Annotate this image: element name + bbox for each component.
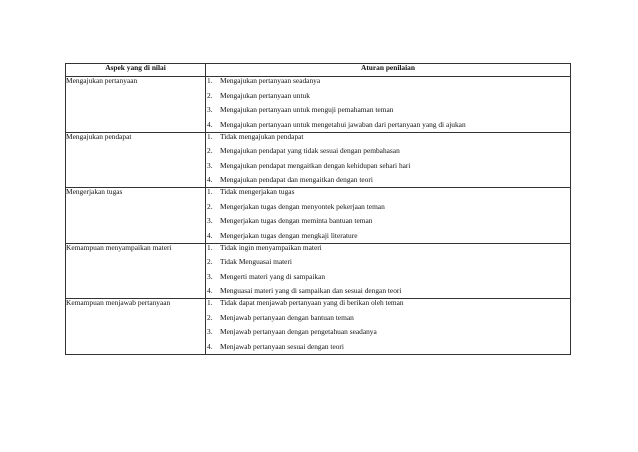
rule-text: Tidak ingin menyampaikan materi: [220, 242, 322, 252]
list-item: [206, 147, 570, 162]
list-item: [206, 217, 570, 232]
rule-text: Menjawab pertanyaan sesuai dengan teori: [220, 341, 344, 351]
rule-number: 3.: [207, 327, 213, 336]
list-item: [206, 328, 570, 343]
rule-number: 2.: [207, 146, 213, 155]
aspect-cell: Mengerjakan tugas: [66, 188, 206, 244]
rules-cell: [206, 299, 571, 355]
list-item: [206, 162, 570, 177]
rule-text: Menjawab pertanyaan dengan bantuan teman: [220, 312, 354, 322]
rule-number: 3.: [207, 105, 213, 114]
rules-list: [206, 77, 570, 132]
rule-text: Mengerjakan tugas dengan menyontek pekerjaan teman: [220, 201, 385, 211]
list-item: [206, 77, 570, 92]
rule-text: Mengerti materi yang di sampaikan: [220, 271, 326, 281]
list-item: [206, 203, 570, 218]
rule-text: Mengajukan pertanyaan untuk menguji pemahaman teman: [220, 105, 394, 114]
header-row: [66, 64, 571, 77]
aspect-cell: Mengajukan pertanyaan: [66, 77, 206, 133]
rule-number: 2.: [207, 257, 213, 266]
rules-cell: [206, 77, 571, 133]
rule-number: 1.: [207, 76, 213, 85]
table-row: [66, 77, 571, 133]
rules-cell: [206, 188, 571, 244]
rubric-body: [66, 77, 571, 355]
list-item: [206, 133, 570, 148]
rule-text: Mengajukan pertanyaan seadanya: [220, 76, 321, 85]
rule-text: Tidak mengajukan pendapat: [220, 131, 304, 141]
rule-text: Mengerjakan tugas dengan mengkaji literature: [220, 230, 358, 240]
rule-number: 1.: [207, 187, 213, 196]
list-item: [206, 244, 570, 259]
rule-number: 3.: [207, 216, 213, 225]
list-item: [206, 314, 570, 329]
list-item: [206, 343, 570, 354]
list-item: [206, 176, 570, 187]
rule-number: 4.: [207, 286, 213, 295]
list-item: [206, 258, 570, 273]
rule-text: Mengajukan pendapat dan mengaitkan dengan teori: [220, 175, 373, 184]
rule-text: Mengerjakan tugas dengan meminta bantuan teman: [220, 216, 373, 225]
rule-number: 2.: [207, 90, 213, 100]
rule-text: Menjawab pertanyaan dengan pengetahuan seadanya: [220, 327, 377, 336]
list-item: [206, 188, 570, 203]
rule-number: 3.: [207, 271, 213, 281]
table-row: [66, 299, 571, 355]
header-rules: Aturan penilaian: [206, 64, 571, 77]
rule-number: 1.: [207, 131, 213, 141]
list-item: [206, 232, 570, 243]
rule-number: 2.: [207, 312, 213, 322]
rules-cell: [206, 132, 571, 188]
rule-text: Mengajukan pendapat yang tidak sesuai dengan pembahasan: [220, 146, 400, 155]
rules-list: [206, 133, 570, 188]
rules-list: [206, 299, 570, 354]
rule-text: Tidak mengerjakan tugas: [220, 187, 295, 196]
rule-number: 2.: [207, 201, 213, 211]
assessment-rubric-table: [65, 63, 571, 355]
rules-list: [206, 244, 570, 299]
rule-number: 4.: [207, 230, 213, 240]
rule-number: 4.: [207, 341, 213, 351]
list-item: [206, 121, 570, 132]
rule-text: Tidak dapat menjawab pertanyaan yang di berikan oleh teman: [220, 298, 404, 307]
rule-number: 1.: [207, 242, 213, 252]
list-item: [206, 92, 570, 107]
rule-number: 1.: [207, 298, 213, 307]
table-row: [66, 188, 571, 244]
header-aspect: Aspek yang di nilai: [66, 64, 206, 77]
rule-text: Menguasai materi yang di sampaikan dan sesuai dengan teori: [220, 286, 402, 295]
rule-text: Mengajukan pertanyaan untuk mengetahui jawaban dari pertanyaan yang di ajukan: [220, 119, 466, 129]
aspect-cell: Kemampuan menjawab pertanyaan: [66, 299, 206, 355]
list-item: [206, 287, 570, 298]
rules-cell: [206, 243, 571, 299]
list-item: [206, 106, 570, 121]
rule-number: 4.: [207, 175, 213, 184]
table-row: [66, 132, 571, 188]
rule-text: Tidak Menguasai materi: [220, 257, 292, 266]
rule-text: Mengajukan pendapat mengaitkan dengan kehidupan sehari hari: [220, 160, 411, 170]
rule-number: 3.: [207, 160, 213, 170]
aspect-cell: Kemampuan menyampaikan materi: [66, 243, 206, 299]
rules-list: [206, 188, 570, 243]
rule-number: 4.: [207, 119, 213, 129]
list-item: [206, 273, 570, 288]
aspect-cell: Mengajukan pendapat: [66, 132, 206, 188]
list-item: [206, 299, 570, 314]
table-row: [66, 243, 571, 299]
rule-text: Mengajukan pertanyaan untuk: [220, 90, 310, 100]
